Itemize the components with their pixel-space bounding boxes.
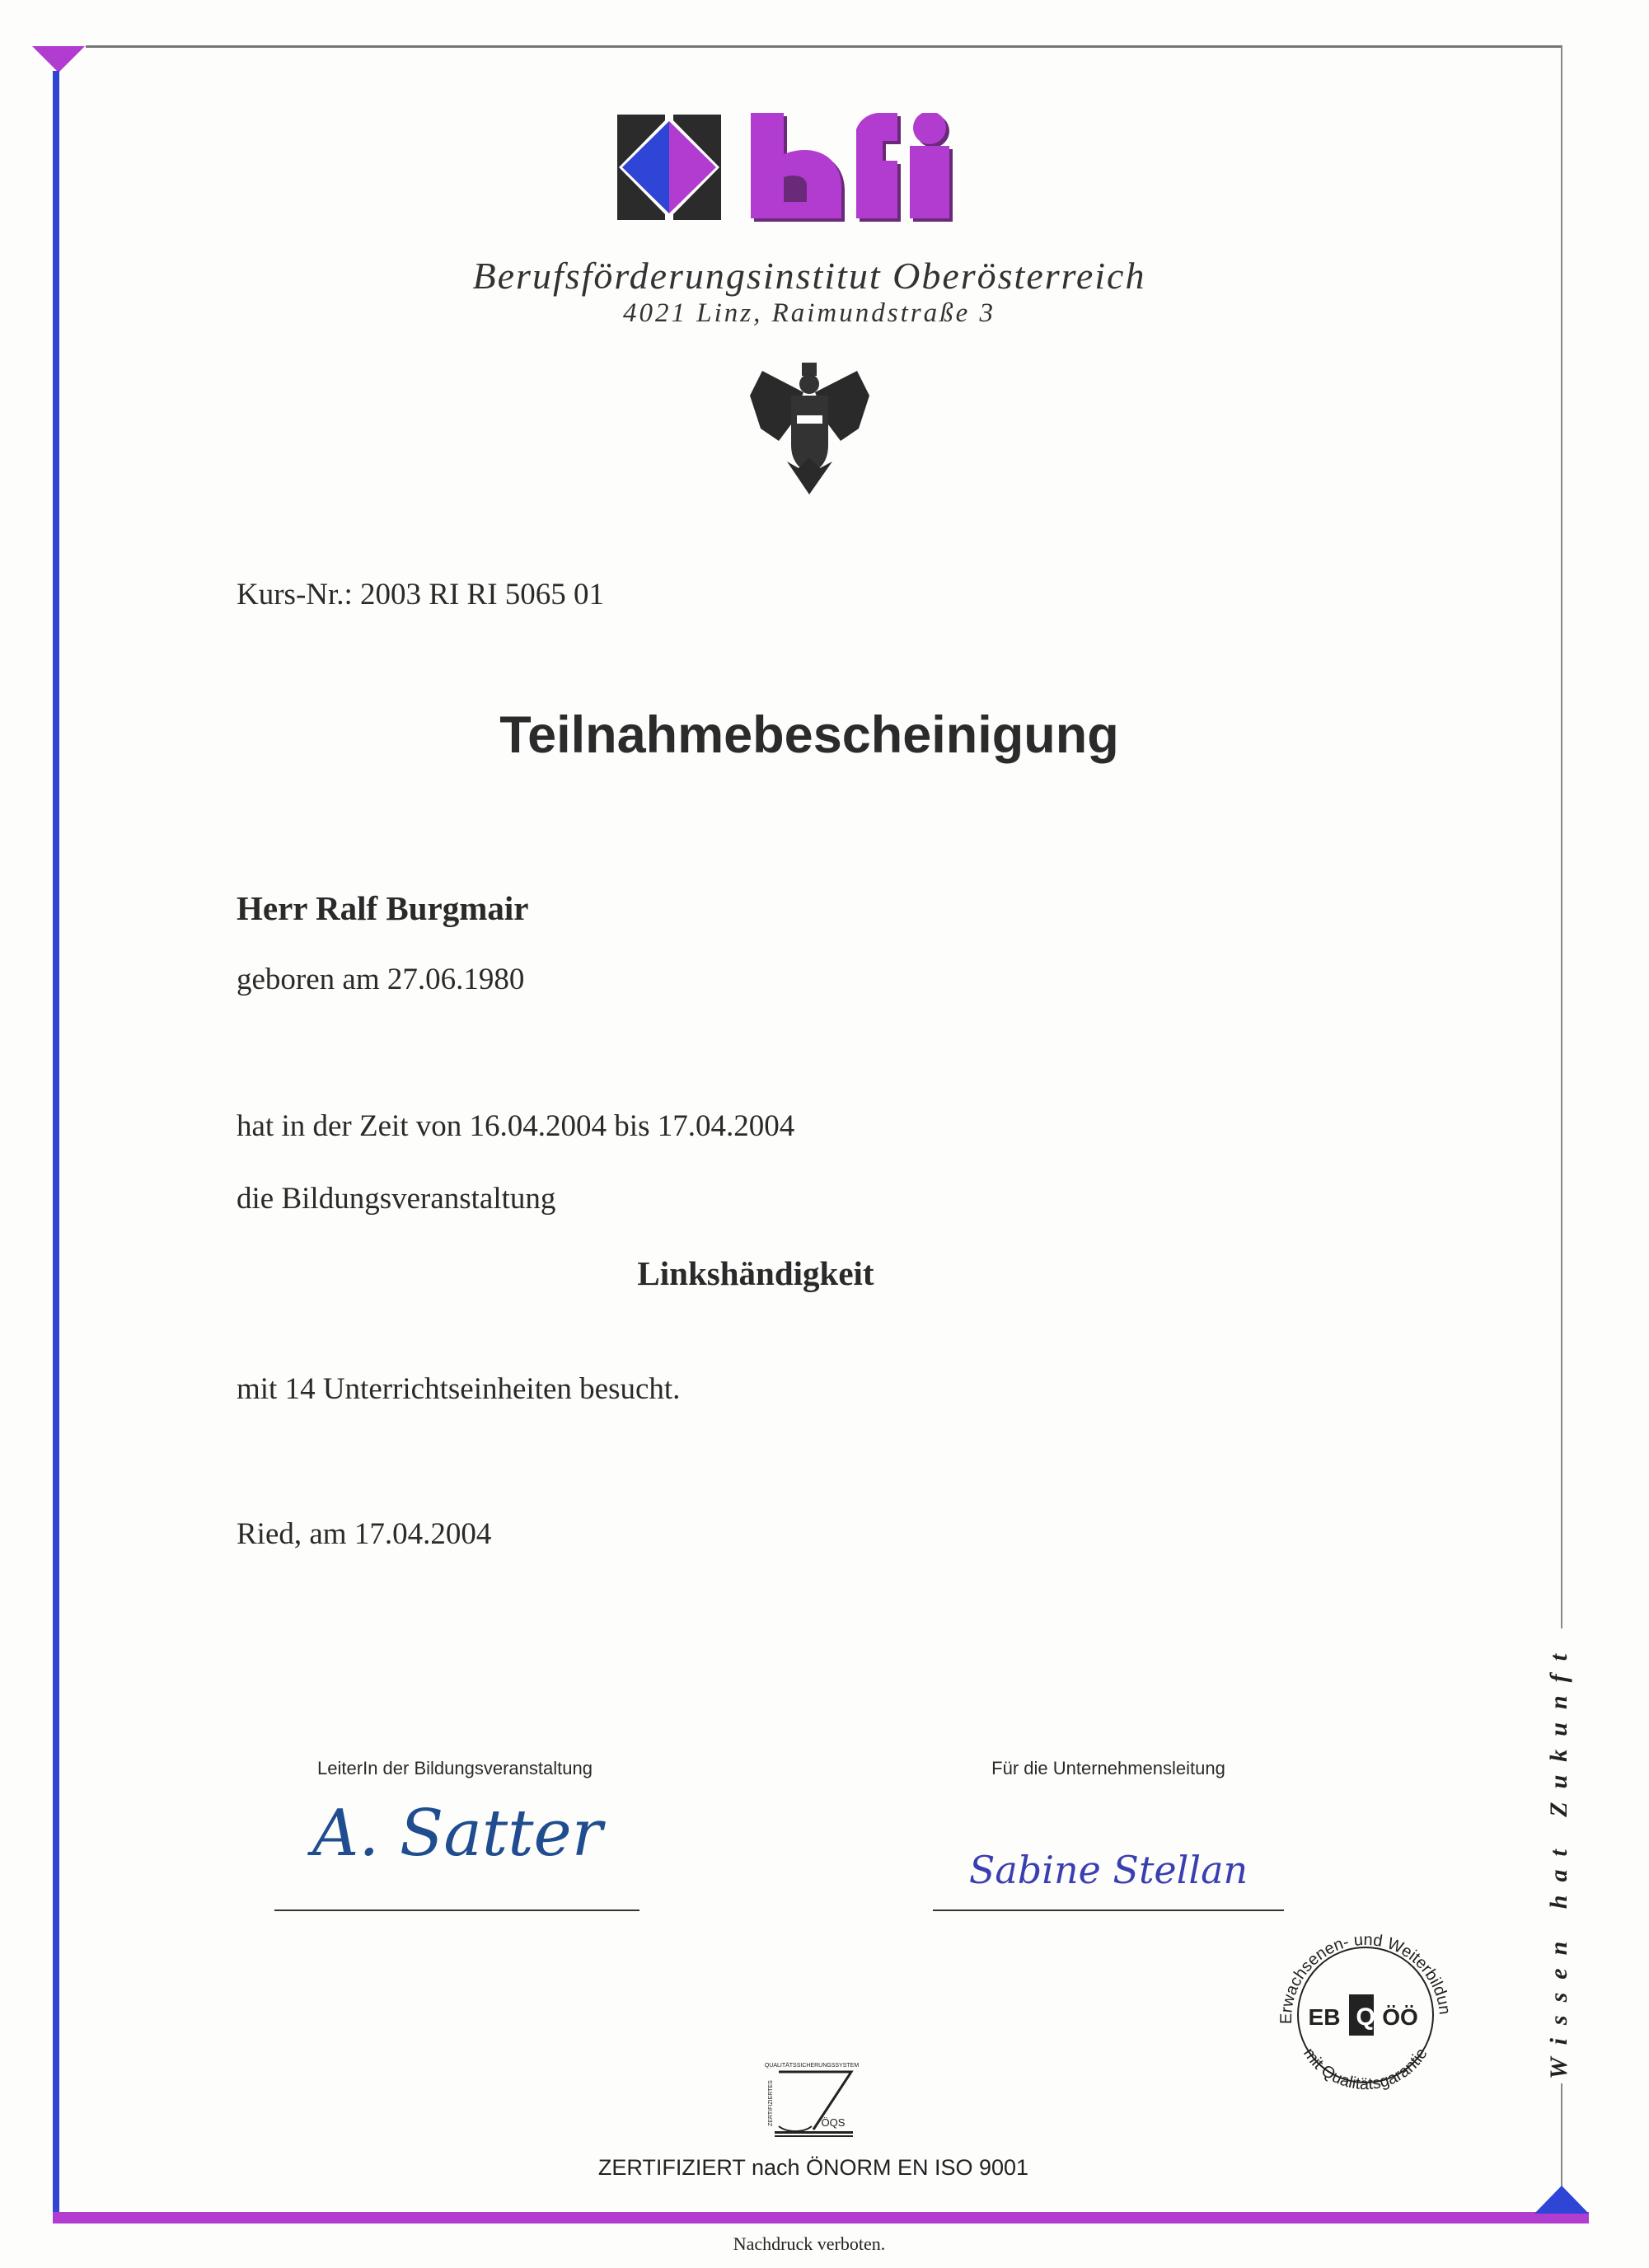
institute-name: Berufsförderungsinstitut Oberösterreich: [472, 255, 1146, 297]
left-signature-line: [274, 1910, 639, 1911]
participant-birth: geboren am 27.06.1980: [237, 963, 525, 996]
participant-name: Herr Ralf Burgmair: [237, 889, 529, 927]
event-intro: die Bildungsveranstaltung: [237, 1182, 556, 1216]
ebqoo-quality-seal: [1267, 1916, 1464, 2114]
svg-text:ÖÖ: ÖÖ: [1382, 2004, 1418, 2030]
oqs-top-text: QUALITÄTSSICHERUNGSSYSTEM: [764, 2063, 860, 2069]
left-signature: A. Satter: [312, 1797, 602, 1871]
left-blue-border: [53, 71, 59, 2223]
footer-reprint-notice: Nachdruck verboten.: [733, 2233, 886, 2254]
left-signature-label: LeiterIn der Bildungsveranstaltung: [317, 1758, 593, 1778]
slogan-vertical: Wissen hat Zukunft: [1545, 1641, 1572, 2079]
oqs-mark: ÖQS: [821, 2116, 846, 2129]
right-signature: Sabine Stellan: [968, 1848, 1248, 1892]
bfi-logo: [617, 113, 1005, 222]
right-border-line-bottom: [1561, 2083, 1562, 2191]
svg-text:EB: EB: [1308, 2004, 1341, 2030]
document-title: Teilnahmebescheinigung: [499, 706, 1119, 764]
svg-text:mit Qualitätsgarantie: [1300, 2045, 1431, 2093]
svg-text:Q: Q: [1356, 2003, 1375, 2031]
right-border-line-top: [1561, 46, 1562, 1628]
bottom-blue-triangle: [1534, 2186, 1589, 2214]
right-signature-line: [933, 1910, 1284, 1911]
oqs-side-text: ZERTIFIZIERTES: [768, 2080, 774, 2126]
oqs-certification-logo: [762, 2060, 861, 2139]
place-date: Ried, am 17.04.2004: [237, 1517, 492, 1551]
course-period: hat in der Zeit von 16.04.2004 bis 17.04.2004: [237, 1109, 795, 1143]
top-magenta-triangle: [32, 46, 85, 73]
course-units: mit 14 Unterrichtseinheiten besucht.: [237, 1372, 681, 1406]
top-border-line: [86, 45, 1562, 48]
bottom-magenta-bar: [53, 2212, 1589, 2223]
event-name: Linkshändigkeit: [637, 1254, 874, 1292]
course-number: Kurs-Nr.: 2003 RI RI 5065 01: [237, 578, 605, 612]
austrian-eagle-emblem: [746, 363, 874, 496]
institute-address: 4021 Linz, Raimundstraße 3: [622, 298, 996, 328]
seal-bottom-text: mit Qualitätsgarantie: [1300, 2045, 1431, 2094]
certification-text: ZERTIFIZIERT nach ÖNORM EN ISO 9001: [597, 2155, 1029, 2180]
right-signature-label: Für die Unternehmensleitung: [991, 1758, 1225, 1778]
seal-top-text: Erwachsenen- und Weiterbildun: [1277, 1930, 1454, 2025]
